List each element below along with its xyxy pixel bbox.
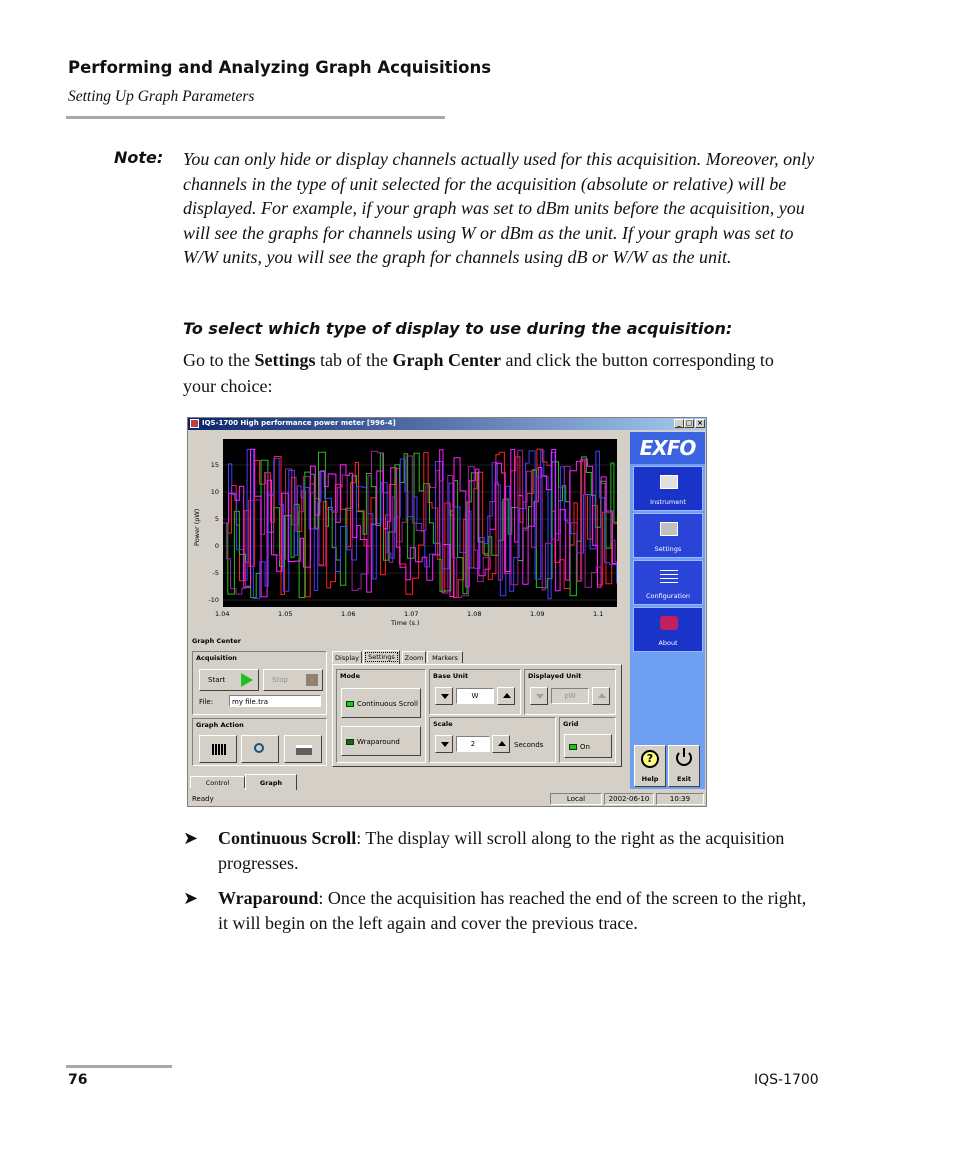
- header-rule: [66, 116, 445, 119]
- sidebar-item-label: Instrument: [650, 498, 686, 506]
- print-button[interactable]: [284, 735, 322, 763]
- settings-tab-panel: [332, 664, 622, 767]
- about-icon: [660, 616, 678, 630]
- window-titlebar: [188, 418, 706, 430]
- app-sidebar: [630, 432, 705, 789]
- stop-icon: [306, 674, 318, 686]
- procedure-heading: To select which type of display to use during the acquisition:: [183, 319, 733, 338]
- intro-text-e: and click the button corresponding to your choice:: [183, 350, 774, 396]
- start-label: Start: [208, 676, 226, 684]
- base-unit-up-button[interactable]: [497, 687, 515, 705]
- down-arrow-icon: [441, 742, 449, 747]
- y-tick-label: 5: [214, 515, 219, 523]
- scale-title: Scale: [433, 720, 453, 728]
- tab-control[interactable]: Control: [190, 776, 245, 788]
- exit-button[interactable]: [668, 745, 700, 787]
- scale-field[interactable]: 2: [456, 736, 490, 752]
- footer-rule: [66, 1065, 172, 1068]
- grid-led: [569, 744, 577, 750]
- y-axis-label-text: Power (pW): [193, 508, 201, 546]
- bullet-term: Continuous Scroll: [218, 828, 357, 848]
- wraparound-button[interactable]: [341, 726, 421, 756]
- y-ticks: [205, 439, 221, 607]
- section-subtitle: Setting Up Graph Parameters: [68, 88, 255, 105]
- help-label: Help: [641, 775, 659, 783]
- exfo-logo: EXFO: [630, 432, 705, 464]
- graph-action-title: Graph Action: [196, 721, 244, 729]
- sidebar-item-settings[interactable]: [633, 513, 703, 558]
- sidebar-item-label: Settings: [654, 545, 682, 553]
- base-unit-down-button[interactable]: [435, 687, 453, 705]
- grid-value: On: [580, 743, 590, 751]
- status-mode: Local: [550, 793, 602, 805]
- continuous-label: Continuous Scroll: [357, 700, 418, 708]
- graph-action-group: [192, 718, 327, 766]
- base-unit-field[interactable]: W: [456, 688, 494, 704]
- grid-group: [559, 717, 616, 763]
- chapter-title: Performing and Analyzing Graph Acquisitions: [68, 58, 492, 77]
- close-button[interactable]: ×: [695, 419, 705, 428]
- acquisition-title: Acquisition: [196, 654, 237, 662]
- intro-settings-term: Settings: [254, 350, 316, 370]
- displayed-unit-group: [524, 669, 616, 715]
- x-tick-label: 1.08: [467, 610, 482, 618]
- displayed-unit-down-button[interactable]: [530, 687, 548, 705]
- settings-icon: [660, 522, 678, 536]
- procedure-intro: [183, 348, 803, 399]
- bullet-desc: : Once the acquisition has reached the end of the screen to the right, it will begin on the left again and cover the previous trace.: [218, 888, 807, 933]
- bullet-text: [218, 826, 818, 875]
- y-tick-label: 0: [214, 542, 219, 550]
- bullet-continuous-scroll: [183, 826, 823, 876]
- wraparound-label: Wraparound: [357, 738, 400, 746]
- play-icon: [241, 673, 253, 687]
- acquisition-group: [192, 651, 327, 715]
- up-arrow-icon: [498, 741, 506, 746]
- instrument-icon: [660, 475, 678, 489]
- mode-title: Mode: [340, 672, 360, 680]
- displayed-unit-field[interactable]: pW: [551, 688, 589, 704]
- bullet-wraparound: [183, 886, 823, 936]
- tab-markers[interactable]: Markers: [427, 651, 463, 663]
- status-time: 10:39: [656, 793, 704, 805]
- intro-text-c: tab of the: [315, 350, 393, 370]
- graph-center-label: Graph Center: [192, 637, 241, 645]
- status-bar: [188, 792, 706, 806]
- trace-plot: [223, 439, 617, 607]
- power-icon-bar: [683, 748, 685, 757]
- magnifier-icon: [254, 743, 264, 753]
- table-icon: [212, 744, 226, 755]
- x-tick-label: 1.04: [215, 610, 230, 618]
- bullet-text: [218, 886, 818, 935]
- tab-zoom[interactable]: Zoom: [402, 651, 426, 663]
- sidebar-item-instrument[interactable]: [633, 466, 703, 511]
- note-label: Note:: [114, 148, 164, 167]
- up-arrow-icon: [598, 693, 606, 698]
- help-button[interactable]: [634, 745, 666, 787]
- continuous-led: [346, 701, 354, 707]
- status-ready: Ready: [192, 795, 214, 803]
- note-text: You can only hide or display channels actually used for this acquisition. Moreover, only channels in the type of unit selected for the acquisition (absolute or relative) will be displayed. For example, if your graph was set to dBm units before the acquisition, you will see the graphs for channels using W or dBm as the unit. If your graph was set to W/W units, you will see the graph for channels using dB or W/W as the unit.: [183, 149, 815, 268]
- up-arrow-icon: [503, 693, 511, 698]
- scale-group: [429, 717, 556, 763]
- displayed-unit-title: Displayed Unit: [528, 672, 582, 680]
- page-number: 76: [68, 1072, 88, 1088]
- sidebar-item-configuration[interactable]: [633, 560, 703, 605]
- wraparound-led: [346, 739, 354, 745]
- bullet-term: Wraparound: [218, 888, 319, 908]
- displayed-unit-up-button[interactable]: [592, 687, 610, 705]
- bullet-desc: : The display will scroll along to the right as the acquisition progresses.: [218, 828, 785, 873]
- mode-group: [336, 669, 426, 763]
- maximize-button[interactable]: □: [685, 419, 693, 427]
- printer-icon: [296, 745, 312, 755]
- graph-panel: [191, 432, 626, 632]
- x-axis-label: Time (s.): [391, 619, 420, 627]
- x-tick-label: 1.06: [341, 610, 356, 618]
- grid-title: Grid: [563, 720, 579, 728]
- app-icon: [190, 419, 199, 428]
- tab-display[interactable]: Display: [332, 651, 362, 663]
- tab-graph[interactable]: Graph: [245, 774, 297, 790]
- intro-graph-center-term: Graph Center: [392, 350, 501, 370]
- plot-canvas[interactable]: [223, 439, 617, 607]
- x-tick-label: 1.07: [404, 610, 419, 618]
- down-arrow-icon: [441, 694, 449, 699]
- file-value: my file.tra: [232, 698, 268, 706]
- grid-toggle-button[interactable]: [564, 734, 612, 758]
- status-date: 2002-06-10: [604, 793, 654, 805]
- x-tick-label: 1.1: [593, 610, 604, 618]
- sidebar-item-label: About: [658, 639, 678, 647]
- zoom-search-button[interactable]: [241, 735, 279, 763]
- grid-view-button[interactable]: [199, 735, 237, 763]
- minimize-button[interactable]: _: [674, 419, 684, 428]
- bullet-arrow-icon: ➤: [183, 828, 199, 848]
- tab-settings[interactable]: Settings: [363, 650, 400, 664]
- bullet-arrow-icon: ➤: [183, 888, 199, 908]
- x-tick-label: 1.05: [278, 610, 293, 618]
- x-ticks: [215, 609, 617, 619]
- file-label: File:: [199, 698, 214, 706]
- sidebar-item-label: Configuration: [645, 592, 691, 600]
- y-tick-label: -5: [212, 569, 219, 577]
- base-unit-title: Base Unit: [433, 672, 469, 680]
- configuration-icon: [660, 569, 678, 583]
- y-tick-label: 10: [210, 488, 219, 496]
- start-button[interactable]: [199, 669, 259, 691]
- app-screenshot: [187, 417, 707, 807]
- bottom-tab-strip: [190, 774, 490, 790]
- continuous-scroll-button[interactable]: [341, 688, 421, 718]
- y-tick-label: -10: [208, 596, 219, 604]
- intro-text-a: Go to the: [183, 350, 255, 370]
- y-axis-label: [191, 492, 203, 552]
- y-tick-label: 15: [210, 461, 219, 469]
- help-icon: ?: [641, 750, 659, 768]
- document-id: IQS-1700: [754, 1072, 819, 1088]
- scale-up-button[interactable]: [492, 735, 510, 753]
- sidebar-item-about[interactable]: [633, 607, 703, 652]
- window-title: IQS-1700 High performance power meter [996-4]: [202, 419, 396, 427]
- scale-unit: Seconds: [514, 741, 544, 749]
- x-tick-label: 1.09: [530, 610, 545, 618]
- base-unit-group: [429, 669, 521, 715]
- scale-down-button[interactable]: [435, 735, 453, 753]
- down-arrow-icon: [536, 694, 544, 699]
- stop-button[interactable]: [263, 669, 323, 691]
- settings-tab-strip: [332, 651, 622, 665]
- exit-label: Exit: [677, 775, 691, 783]
- stop-label: Stop: [272, 676, 288, 684]
- file-input[interactable]: [229, 695, 321, 707]
